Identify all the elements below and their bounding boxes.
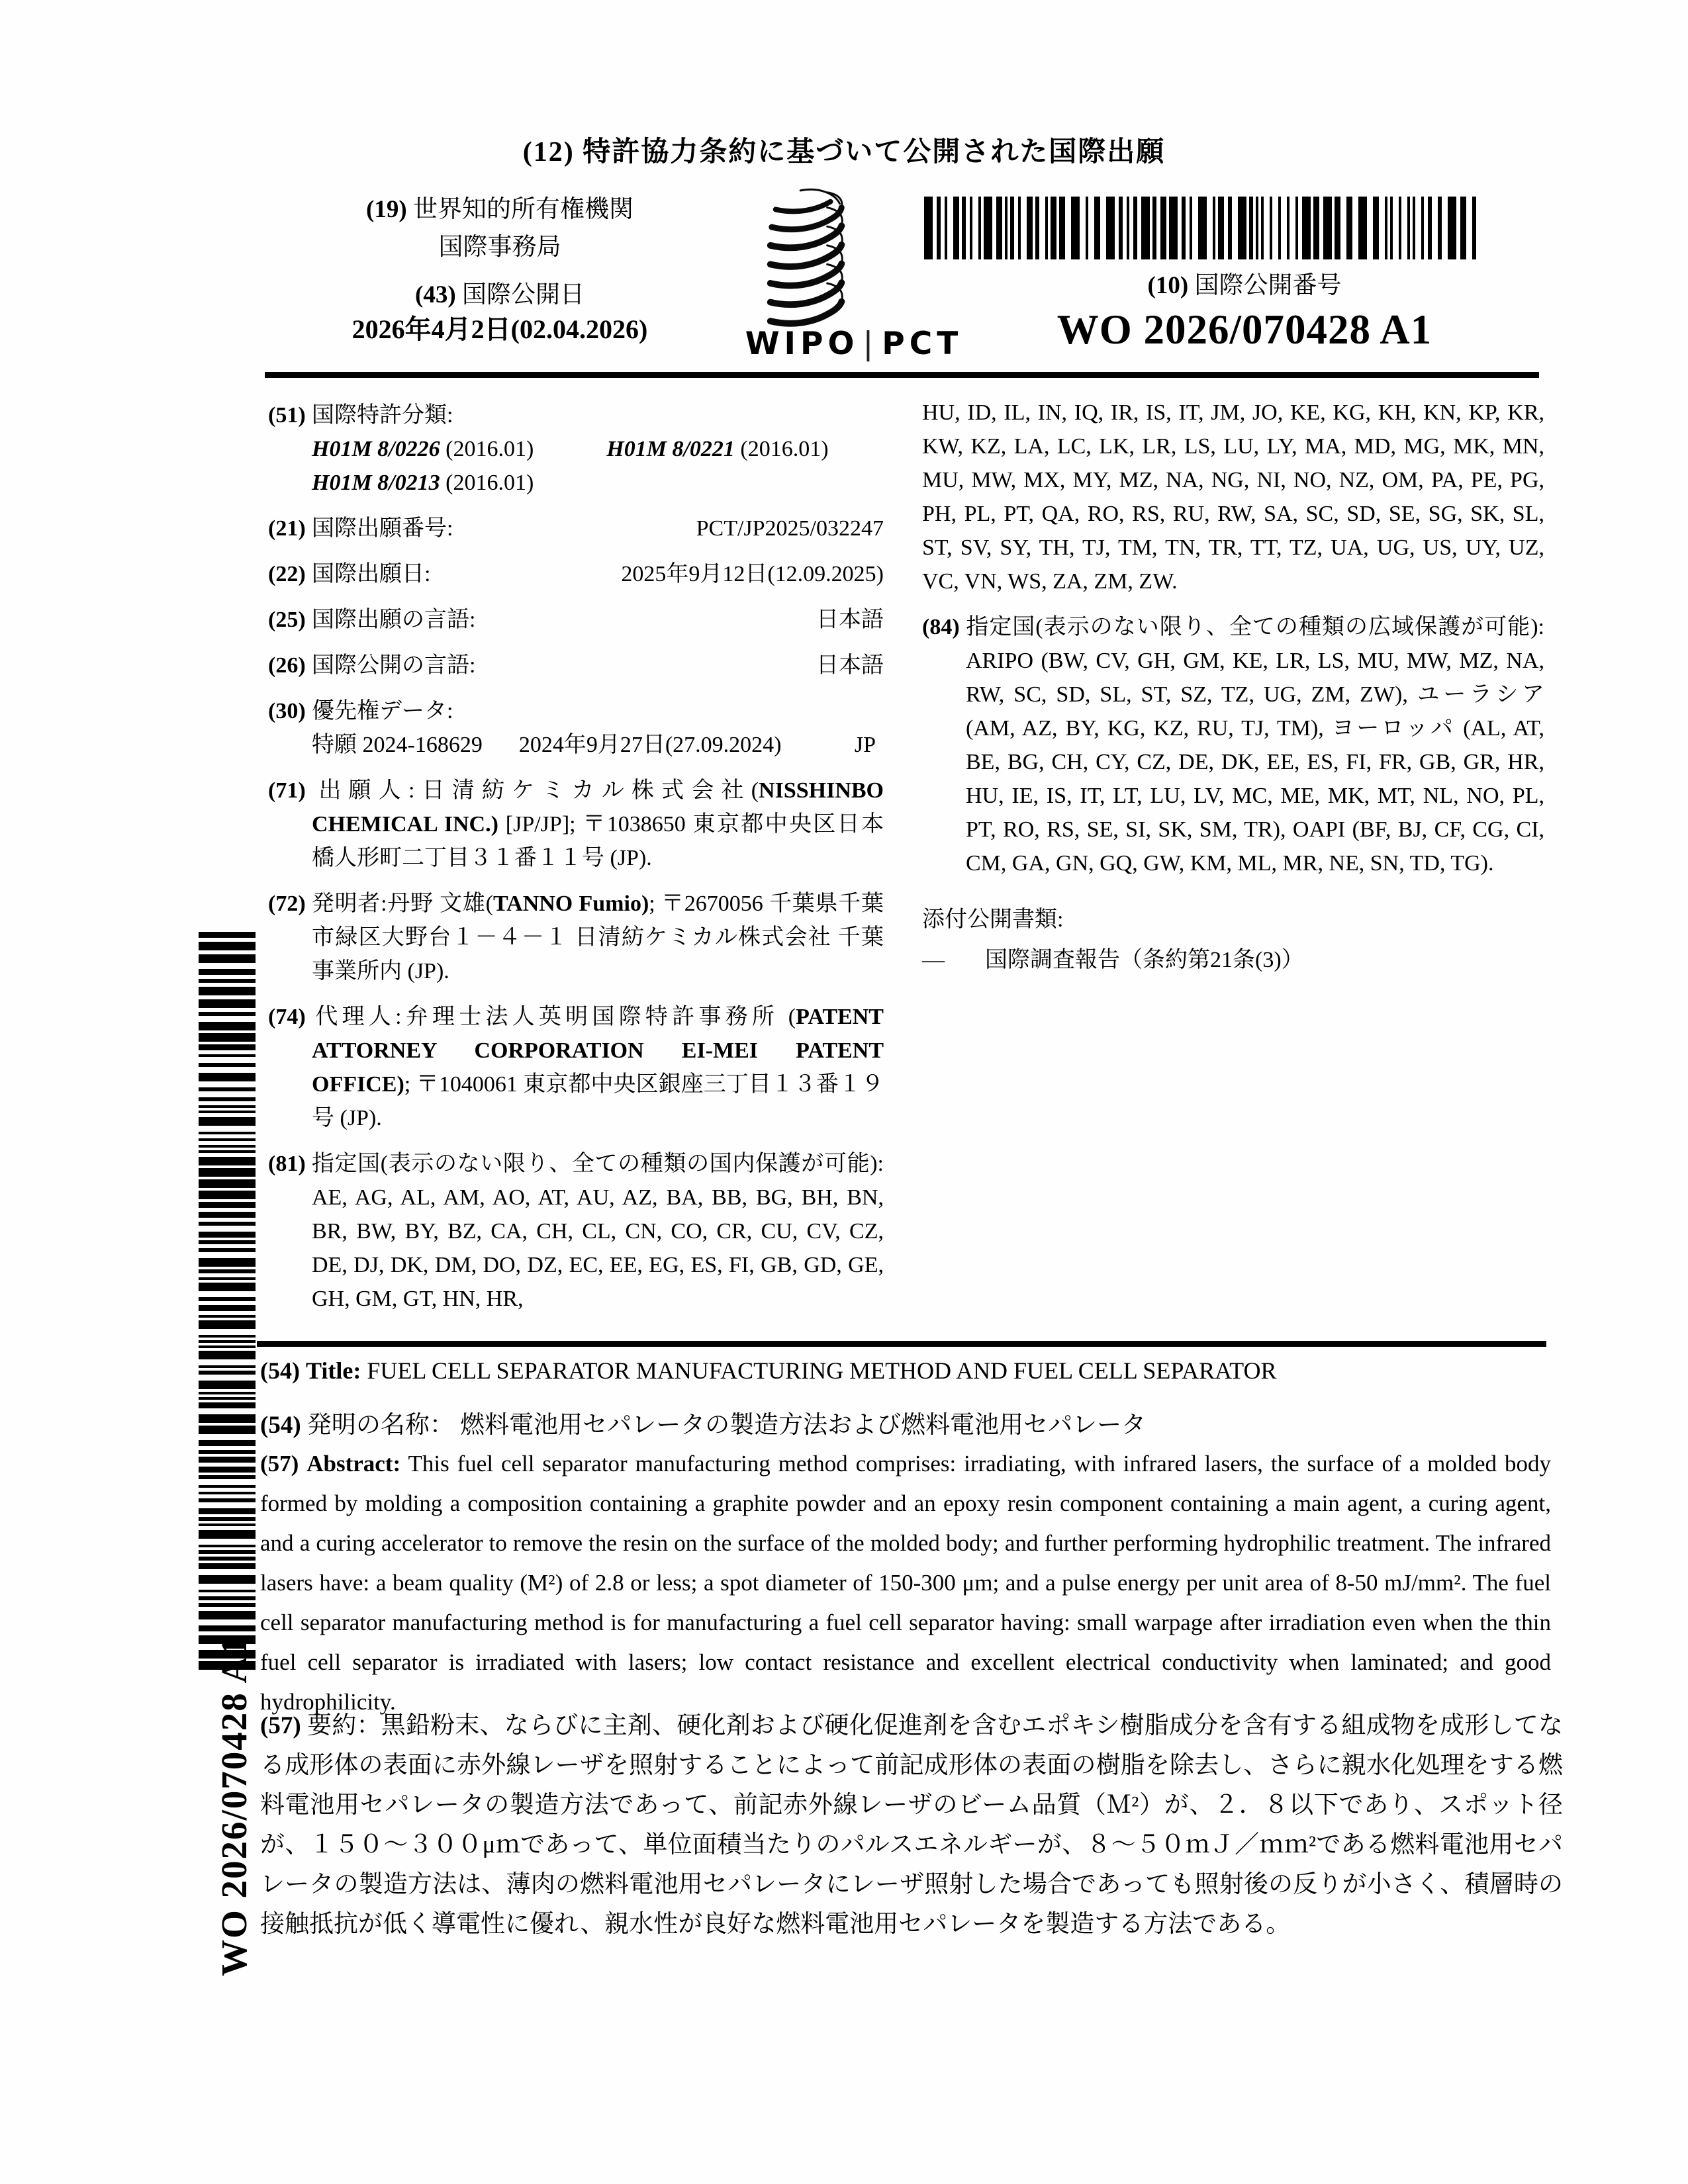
side-publication-number: WO 2026/070428 A1 (214, 1636, 254, 1976)
pub-number-label: 国際公開番号 (1194, 272, 1342, 299)
priority-label: 優先権データ: (312, 699, 453, 723)
publication-number-block (940, 265, 1549, 354)
ipc-version: (2016.01) (740, 437, 829, 461)
ipc-code: H01M 8/0226 (312, 437, 440, 461)
bibliographic-right-column (922, 396, 1544, 977)
pct-word: PCT (882, 326, 963, 362)
designated-states-regional (922, 610, 1544, 880)
inid-54-en: (54) (260, 1357, 300, 1384)
inid-22: (22) (268, 562, 306, 586)
priority-data-section (268, 694, 884, 762)
publication-language-value: 日本語 (816, 653, 884, 678)
inid-10: (10) (1147, 272, 1189, 299)
barcode-top (924, 197, 1479, 259)
applicant-text: 出願人:日清紡ケミカル株式会社( (318, 778, 759, 803)
header-divider-rule (265, 372, 1539, 378)
org-name: 世界知的所有権機関 (412, 196, 633, 223)
filing-language-row (268, 603, 884, 637)
filing-language-label: 国際出願の言語: (312, 608, 476, 632)
dash-bullet: — (922, 948, 945, 972)
applicant-name-en: NISSHINBO CHEMICAL INC.) (312, 778, 884, 837)
ipc-code: H01M 8/0221 (606, 437, 735, 461)
title-english-row (260, 1357, 1551, 1385)
ipc-entry-line-2 (268, 466, 884, 500)
filing-language-value: 日本語 (816, 608, 884, 632)
title-ja-text: 燃料電池用セパレータの製造方法および燃料電池用セパレータ (460, 1412, 1147, 1439)
inid-21: (21) (268, 516, 306, 541)
ipc-version: (2016.01) (445, 437, 534, 461)
publication-language-row (268, 649, 884, 682)
inid-81: (81) (268, 1152, 306, 1176)
pct-publication-header (0, 130, 1688, 169)
designated-states-national-continuation: HU, ID, IL, IN, IQ, IR, IS, IT, JM, JO, KE, KG, KH, KN, KP, KR, KW, KZ, LA, LC, LK, LR, LS, LU, LY, MA, MD, MG, MK, MN, MU, MW, MX, MY, MZ, NA, NG, NI, NO, NZ, OM, PA, PE, PG, PH, PL, PT, QA, RO, RS, RU, RW, SA, SC, SD, SE, SG, SK, SL, ST, SV, SY, TH, TJ, TM, TN, TR, TT, TZ, UA, UG, US, UY, UZ, VC, VN, WS, ZA, ZM, ZW. (922, 400, 1544, 594)
inventor-text: 発明者:丹野 文雄( (311, 891, 493, 916)
priority-date: 2024年9月27日(27.09.2024) (518, 733, 782, 757)
applicant-address: [JP/JP]; 〒1038650 東京都中央区日本橋人形町二丁目３１番１１号 (JP). (312, 812, 884, 870)
wipo-org-block (301, 191, 698, 266)
priority-country: JP (854, 733, 876, 757)
abstract-ja-label: 要約： (307, 1712, 381, 1739)
designated-states-regional-text: 指定国(表示のない限り、全ての種類の広域保護が可能): ARIPO (BW, CV, GH, GM, KE, LR, LS, MU, MW, MZ, NA, RW, SC, SD, SL, ST, SZ, TZ, UG, ZM, ZW), ユーラシア (AM, AZ, BY, KG, KZ, RU, TJ, TM), ヨーロッパ (AL, AT, BE, BG, CH, CY, CZ, DE, DK, EE, ES, FI, FR, GB, GR, HR, HU, IE, IS, IT, LT, LU, LV, MC, ME, MK, MT, NL, NO, PL, PT, RO, RS, SE, SI, SK, SM, TR), OAPI (BF, BJ, CF, CG, CI, CM, GA, GN, GQ, GW, KM, ML, MR, NE, SN, TD, TG). (966, 615, 1544, 876)
title-en-text: FUEL CELL SEPARATOR MANUFACTURING METHOD AND FUEL CELL SEPARATOR (367, 1357, 1277, 1384)
inid-30: (30) (268, 699, 306, 723)
pub-number-label-line (940, 265, 1549, 300)
title-en-label: Title: (305, 1357, 361, 1384)
designated-states-national (268, 1147, 884, 1316)
filing-date-label: 国際出願日: (312, 562, 431, 586)
pub-date-value: 2026年4月2日(02.04.2026) (352, 314, 648, 344)
abstract-en-text: This fuel cell separator manufacturing method comprises: irradiating, with infrared lasers, the surface of a molded body formed by molding a composition containing a graphite powder and an epoxy resin component containing a main agent, a curing agent, and a curing accelerator to remove the resin on the surface of the molded body; and further performing hydrophilic treatment. The infrared lasers have: a beam quality (M²) of 2.8 or less; a spot diameter of 150-300 μm; and a pulse energy per unit area of 8-50 mJ/mm². The fuel cell separator manufacturing method is for manufacturing a fuel cell separator having: small warpage after irradiation even when the thin fuel cell separator is irradiated with lasers; low contact resistance and excellent electrical conductivity when laminated; and good hydrophilicity. (260, 1451, 1551, 1715)
inid-71: (71) (268, 778, 306, 803)
logo-separator: | (863, 326, 878, 362)
inid-57-en: (57) (260, 1451, 299, 1477)
inid-84: (84) (922, 615, 960, 639)
publication-date-block (275, 278, 725, 347)
org-line1 (301, 191, 698, 228)
inid-74: (74) (268, 1005, 306, 1029)
inventor-section (268, 887, 884, 988)
attached-documents-section (922, 903, 1544, 977)
inid-25: (25) (268, 608, 306, 632)
attached-document-item (922, 943, 1544, 977)
inid-51: (51) (268, 403, 306, 428)
priority-entry (268, 728, 884, 762)
designated-states-national-text: 指定国(表示のない限り、全ての種類の国内保護が可能): AE, AG, AL, AM, AO, AT, AU, AZ, BA, BB, BG, BH, BN, BR, BW, BY, BZ, CA, CH, CL, CN, CO, CR, CU, CV, CZ, DE, DJ, DK, DM, DO, DZ, EC, EE, EG, ES, FI, GB, GD, GE, GH, GM, GT, HN, HR, (311, 1152, 884, 1311)
application-number-label: 国際出願番号: (312, 516, 453, 541)
agent-section (268, 1000, 884, 1135)
abstract-en-label: Abstract: (306, 1451, 401, 1477)
attached-documents-label: 添付公開書類: (922, 907, 1064, 932)
agent-name-en: PATENT ATTORNEY CORPORATION EI-MEI PATENT OFFICE) (312, 1005, 884, 1097)
inid-26: (26) (268, 653, 306, 678)
ipc-section (268, 398, 884, 500)
inid-57-ja: (57) (260, 1712, 301, 1739)
inventor-address: ; 〒2670056 千葉県千葉市緑区大野台１－４－１ 日清紡ケミカル株式会社 千葉事業所内 (JP). (312, 891, 884, 983)
wipo-word: WIPO (745, 326, 859, 362)
inventor-name-en: TANNO Fumio) (492, 891, 649, 916)
inid-19: (19) (366, 196, 407, 223)
ipc-label: 国際特許分類: (312, 403, 453, 428)
filing-date-value: 2025年9月12日(12.09.2025) (621, 562, 884, 586)
application-number-row (268, 512, 884, 545)
agent-text: 代理人:弁理士法人英明国際特許事務所 ( (315, 1005, 796, 1029)
international-search-report: 国際調査報告（条約第21条(3)） (985, 948, 1304, 972)
abstract-english (260, 1444, 1551, 1722)
wipo-logo-icon (763, 184, 855, 333)
inid-54-ja: (54) (260, 1412, 301, 1439)
pct-header-text: 特許協力条約に基づいて公開された国際出願 (583, 137, 1166, 167)
inid-43: (43) (415, 281, 456, 308)
org-bureau: 国際事務局 (438, 234, 561, 261)
ipc-entry-line-1 (268, 432, 884, 466)
inid-12: (12) (522, 137, 575, 167)
pub-date-label: 国際公開日 (461, 281, 585, 308)
title-japanese-row (260, 1404, 1551, 1440)
abstract-japanese (260, 1706, 1563, 1944)
pub-date-label-line (275, 278, 725, 312)
agent-address: ; 〒1040061 東京都中央区銀座三丁目１３番１９号 (JP). (312, 1072, 884, 1130)
applicant-section (268, 774, 884, 875)
abstract-ja-text: 黒鉛粉末、ならびに主剤、硬化剤および硬化促進剤を含むエポキシ樹脂成分を含有する組成物を成形してなる成形体の表面に赤外線レーザを照射することによって前記成形体の表面の樹脂を除去し、さらに親水化処理をする燃料電池用セパレータの製造方法であって、前記赤外線レーザのビーム品質（Ｍ²）が、２．８以下であり、スポット径が、１５０～３００μｍであって、単位面積当たりのパルスエネルギーが、８～５０ｍＪ／ｍｍ²である燃料電池用セパレータの製造方法は、薄肉の燃料電池用セパレータにレーザ照射した場合であっても照射後の反りが小さく、積層時の接触抵抗が低く導電性に優れ、親水性が良好な燃料電池用セパレータを製造する方法である。 (260, 1712, 1564, 1938)
ipc-code: H01M 8/0213 (312, 471, 440, 495)
title-ja-label: 発明の名称： (306, 1412, 454, 1439)
barcode-left-vertical (199, 932, 256, 1680)
filing-date-row (268, 557, 884, 591)
title-divider-rule (257, 1341, 1546, 1347)
ipc-version: (2016.01) (445, 471, 534, 495)
priority-application: 特願 2024-168629 (312, 733, 483, 757)
application-number-value: PCT/JP2025/032247 (696, 516, 884, 541)
publication-language-label: 国際公開の言語: (312, 653, 476, 678)
inid-72: (72) (268, 891, 306, 916)
publication-number: WO 2026/070428 A1 (1056, 306, 1432, 353)
bibliographic-left-column (268, 398, 884, 1328)
